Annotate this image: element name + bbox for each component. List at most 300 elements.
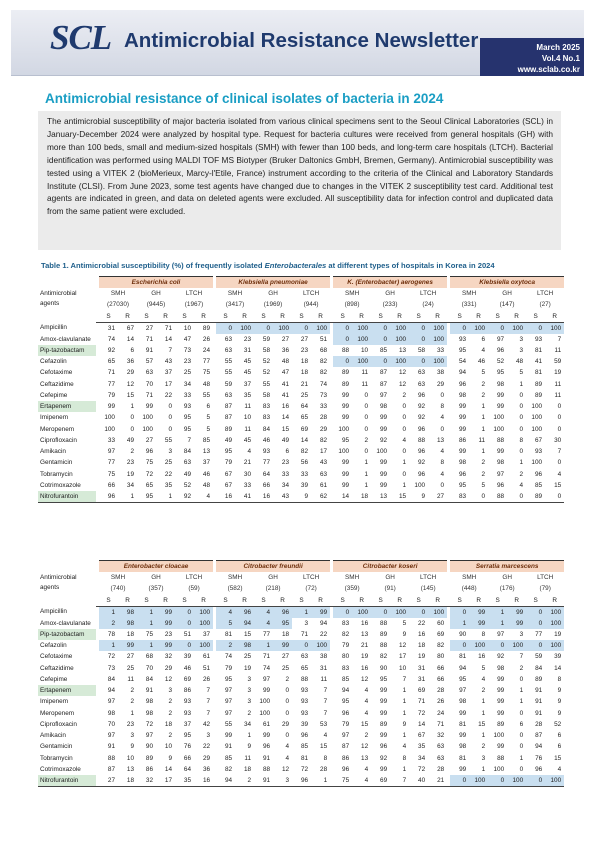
r-value: 4 [440,470,445,478]
s-value: 92 [417,459,426,467]
r-value: 2 [130,698,134,706]
r-value: 100 [390,334,409,345]
r-value: 0 [285,709,290,717]
r-value: 0 [440,481,445,489]
r-value: 100 [545,640,564,651]
r-value: 29 [126,369,134,377]
s-value: 96 [496,481,505,489]
r-value: 0 [402,403,407,411]
r-value: 63 [437,754,445,762]
r-value: 100 [428,606,447,618]
s-value: 41 [534,358,543,366]
r-label: R [352,311,371,323]
s-value: 94 [458,369,467,377]
r-value: 24 [437,709,445,717]
r-value: 30 [554,436,562,444]
s-value: 97 [145,732,153,740]
r-value: 34 [281,481,290,489]
r-value: 94 [320,619,328,627]
r-value: 0 [519,709,524,717]
s-value: 54 [458,358,467,366]
s-value: 59 [224,380,233,388]
r-value: 63 [319,470,328,478]
agent-name: Gentamicin [40,743,73,751]
s-value: 65 [145,481,153,489]
s-value: 0 [450,322,469,334]
r-value: 1 [118,491,137,503]
caption-italic: Enterobacterales [264,261,327,270]
isolate-count: (1967) [184,301,204,309]
agent-name: Nitrofurantoin [38,775,96,787]
s-value: 0 [175,640,194,651]
table-row [38,696,564,707]
r-value: 13 [361,754,369,762]
s-value: 4 [254,618,273,629]
r-value: 0 [545,491,564,503]
s-value: 98 [496,380,505,388]
s-value: 91 [145,346,153,354]
r-value: 5 [519,369,524,377]
s-value: 99 [341,481,350,489]
s-value: 35 [418,743,426,751]
r-value: 61 [202,653,211,661]
r-value: 82 [319,358,328,366]
r-value: 1 [364,459,369,467]
r-value: 2 [481,687,486,695]
s-value: 99 [341,414,350,422]
s-value: 87 [342,743,350,751]
s-value: 97 [459,687,467,695]
s-value: 95 [183,732,191,740]
r-value: 4 [481,675,486,683]
r-value: 18 [118,775,137,787]
s-value: 72 [145,720,153,728]
r-value: 0 [364,414,369,422]
table-row [38,322,564,334]
r-value: 3 [273,775,292,787]
s-value: 99 [459,765,467,773]
s-value: 82 [342,630,350,638]
r-value: 100 [545,606,564,618]
r-value: 8 [481,630,486,638]
r-value: 100 [469,322,488,334]
r-value: 11 [478,436,486,444]
s-value: 18 [300,369,309,377]
r-value: 71 [437,720,445,728]
s-value: 99 [497,743,505,751]
r-value: 42 [202,720,211,728]
s-value: 0 [488,322,507,334]
s-value: 92 [175,491,194,503]
r-value: 3 [168,448,172,456]
r-value: 22 [164,391,172,399]
s-value: 83 [342,619,350,627]
s-value: 94 [459,664,467,672]
s-value: 0 [409,356,428,367]
r-value: 99 [156,640,175,651]
s-value: 91 [224,743,233,751]
r-value: 67 [126,324,134,332]
s-value: 0 [409,334,428,345]
r-value: 1 [156,491,175,503]
r-value: 1 [481,448,486,456]
r-value: 8 [557,675,562,683]
hospital-type: LTCH [302,290,320,298]
r-value: 1 [402,698,407,706]
r-value: 11 [554,391,562,399]
r-value: 5 [481,664,486,672]
r-value: 47 [281,369,290,377]
r-value: 4 [247,448,252,456]
s-value: 89 [380,630,388,638]
susceptibility-table-1 [38,276,564,503]
newsletter-title: Antimicrobial Resistance Newsletter [124,29,479,52]
r-value: 38 [436,369,445,377]
r-value: 12 [399,642,407,650]
s-value: 82 [380,653,388,661]
r-value: 7 [323,709,328,717]
s-value: 93 [300,687,309,695]
r-value: 0 [364,425,369,433]
sr-row [38,311,564,323]
s-value: 5 [216,618,235,629]
r-value: 34 [126,481,134,489]
r-label: R [545,311,564,323]
s-value: 96 [535,765,543,773]
s-value: 92 [497,653,505,661]
r-value: 0 [364,391,369,399]
s-value: 0 [333,334,352,345]
s-value: 92 [417,414,426,422]
s-value: 27 [99,775,118,787]
s-value: 95 [224,675,233,683]
s-value: 99 [497,698,505,706]
r-value: 35 [164,481,172,489]
r-value: 29 [436,380,445,388]
s-value: 0 [333,322,352,334]
r-value: 0 [364,448,369,456]
s-value: 4 [216,606,235,618]
s-value: 18 [418,642,426,650]
s-value: 37 [183,720,191,728]
s-value: 99 [380,732,388,740]
table-row [38,356,564,367]
r-value: 45 [243,436,252,444]
hospital-type: LTCH [420,574,437,582]
hospital-type: SMH [462,574,477,582]
s-value: 77 [262,459,271,467]
r-value: 16 [194,775,213,787]
s-value: 87 [224,403,233,411]
r-value: 1 [364,470,369,478]
r-value: 28 [320,765,328,773]
r-value: 19 [361,653,369,661]
s-value: 1 [450,618,469,629]
r-value: 1 [402,709,407,717]
r-value: 11 [554,346,562,354]
s-value: 99 [459,732,467,740]
s-value: 91 [535,698,543,706]
hospital-type: GH [151,290,161,298]
s-value: 99 [379,425,388,433]
s-value: 66 [183,754,191,762]
s-value: 40 [409,775,428,787]
s-value: 72 [300,765,309,773]
s-value: 31 [418,664,426,672]
s-value: 0 [409,322,428,334]
organism-name: Escherichia coli [99,277,213,289]
s-value: 0 [175,618,194,629]
s-value: 100 [338,425,350,433]
table-row [38,390,564,401]
r-label: R [469,311,488,323]
s-value: 98 [497,664,505,672]
scl-logo: SCL [50,18,112,57]
r-value: 1 [481,765,486,773]
s-value: 2 [216,640,235,651]
r-value: 100 [194,640,213,651]
r-value: 11 [554,380,562,388]
s-value: 86 [342,754,350,762]
r-value: 8 [519,436,524,444]
s-value: 93 [262,448,271,456]
r-value: 22 [202,743,211,751]
s-value: 99 [262,687,271,695]
r-value: 4 [364,765,369,773]
r-value: 23 [164,630,172,638]
r-value: 29 [164,664,172,672]
hospital-type: SMH [110,290,126,298]
r-value: 45 [243,369,252,377]
s-value: 68 [145,653,153,661]
r-value: 12 [126,380,134,388]
r-value: 100 [390,606,409,618]
issue-volume: Vol.4 No.1 [541,54,580,63]
hospital-type: GH [502,290,512,298]
s-value: 95 [458,346,467,354]
s-value: 56 [300,459,309,467]
r-value: 2 [481,743,486,751]
r-label: R [352,595,371,607]
s-value: 22 [418,619,426,627]
r-value: 100 [273,322,292,334]
s-value: 100 [493,765,505,773]
s-value: 32 [137,775,156,787]
r-value: 26 [202,335,211,343]
s-value: 1 [99,640,118,651]
r-value: 13 [202,448,211,456]
hospital-type: SMH [344,290,360,298]
organism-name: Serratia marcescens [450,561,564,573]
organism-name: Klebsiella oxytoca [450,277,564,289]
s-value: 97 [379,391,388,399]
s-value: 70 [107,720,115,728]
r-value: 33 [436,346,445,354]
s-value: 94 [342,687,350,695]
s-label: S [216,595,235,607]
hospital-type: GH [385,290,395,298]
s-value: 64 [300,403,309,411]
caption-suffix: at different types of hospitals in Korea in 2024 [326,261,495,270]
r-value: 3 [130,732,134,740]
table-row [38,640,564,651]
s-value: 95 [380,675,388,683]
r-value: 33 [281,470,290,478]
r-value: 11 [320,675,328,683]
s-value: 99 [379,470,388,478]
r-value: 0 [557,459,562,467]
r-value: 0 [168,403,172,411]
s-value: 97 [262,675,271,683]
r-value: 96 [235,606,254,618]
s-value: 0 [450,606,469,618]
s-value: 0 [333,606,352,618]
s-value: 93 [458,335,467,343]
table-row [38,753,564,764]
s-value: 55 [224,358,233,366]
s-label: S [526,595,545,607]
s-value: 71 [107,369,115,377]
s-value: 72 [145,470,153,478]
s-value: 82 [300,448,309,456]
s-value: 97 [496,335,505,343]
table-row [38,764,564,775]
website-link[interactable]: www.sclab.co.kr [517,65,580,74]
s-value: 52 [183,481,191,489]
r-value: 10 [399,664,407,672]
s-value: 100 [104,425,115,433]
s-value: 71 [300,630,309,638]
r-value: 4 [364,687,369,695]
r-value: 36 [126,358,134,366]
issue-info [484,42,580,75]
r-value: 37 [202,630,211,638]
s-value: 85 [342,675,350,683]
r-value: 1 [519,380,524,388]
r-value: 1 [519,687,524,695]
isolate-count: (331) [461,301,477,309]
s-value: 96 [417,391,426,399]
r-value: 2 [519,664,524,672]
s-label: S [409,595,428,607]
r-value: 9 [402,720,407,728]
r-value: 27 [428,491,447,503]
s-value: 67 [534,436,543,444]
s-value: 2 [99,618,118,629]
s-label: S [137,311,156,323]
r-value: 0 [402,448,407,456]
s-value: 71 [145,391,153,399]
r-value: 3 [168,687,172,695]
s-value: 1 [488,618,507,629]
s-value: 99 [262,732,271,740]
s-value: 63 [417,369,426,377]
r-value: 28 [319,414,328,422]
r-value: 5 [481,369,486,377]
caption-prefix: Table 1. Antimicrobial susceptibility (%) of frequently isolated [41,261,265,270]
isolate-count: (24) [422,301,434,309]
s-value: 85 [224,754,233,762]
s-value: 65 [300,414,309,422]
count-row [38,299,564,310]
agent-name: Amox-clavulanate [40,619,91,627]
r-value: 1 [481,709,486,717]
isolate-count: (27) [539,301,551,309]
r-value: 12 [281,765,290,773]
s-value: 95 [496,369,505,377]
hospital-type: SMH [227,290,243,298]
r-value: 8 [402,754,407,762]
r-value: 100 [428,356,447,367]
r-value: 6 [557,732,562,740]
s-value: 86 [145,765,153,773]
s-value: 69 [418,687,426,695]
r-value: 27 [281,653,290,661]
s-value: 63 [224,391,233,399]
s-value: 96 [99,491,118,503]
r-value: 68 [319,346,328,354]
s-value: 59 [262,335,271,343]
s-label: S [292,311,311,323]
r-value: 95 [273,618,292,629]
table-row [38,618,564,629]
r-value: 6 [557,743,562,751]
r-value: 100 [507,640,526,651]
s-value: 93 [534,448,543,456]
r-value: 4 [364,698,369,706]
s-value: 71 [145,335,153,343]
r-value: 0 [469,491,488,503]
s-value: 77 [107,459,115,467]
r-value: 62 [311,491,330,503]
r-value: 36 [202,765,211,773]
r-value: 12 [398,369,407,377]
r-value: 0 [519,765,524,773]
r-value: 9 [247,743,252,751]
s-value: 97 [107,698,115,706]
r-value: 99 [156,618,175,629]
r-value: 26 [437,698,445,706]
s-value: 100 [493,732,505,740]
r-value: 7 [206,709,211,717]
r-value: 0 [285,687,290,695]
s-value: 99 [496,403,505,411]
s-value: 28 [535,720,543,728]
s-value: 96 [262,743,271,751]
s-value: 33 [107,436,115,444]
r-value: 3 [247,687,252,695]
s-value: 1 [137,618,156,629]
r-value: 80 [437,653,445,661]
table-row [38,708,564,719]
r-value: 1 [402,459,407,467]
r-value: 15 [478,720,486,728]
agent-name: Tobramycin [40,754,73,762]
s-value: 99 [379,481,388,489]
r-value: 7 [323,698,328,706]
s-value: 89 [341,380,350,388]
r-value: 6 [285,448,290,456]
s-value: 87 [379,369,388,377]
s-value: 81 [459,754,467,762]
r-value: 15 [281,425,290,433]
r-value: 55 [164,436,172,444]
s-value: 98 [458,459,467,467]
hospital-type: LTCH [537,574,554,582]
r-value: 2 [168,732,172,740]
s-value: 76 [535,754,543,762]
r-value: 77 [202,358,211,366]
